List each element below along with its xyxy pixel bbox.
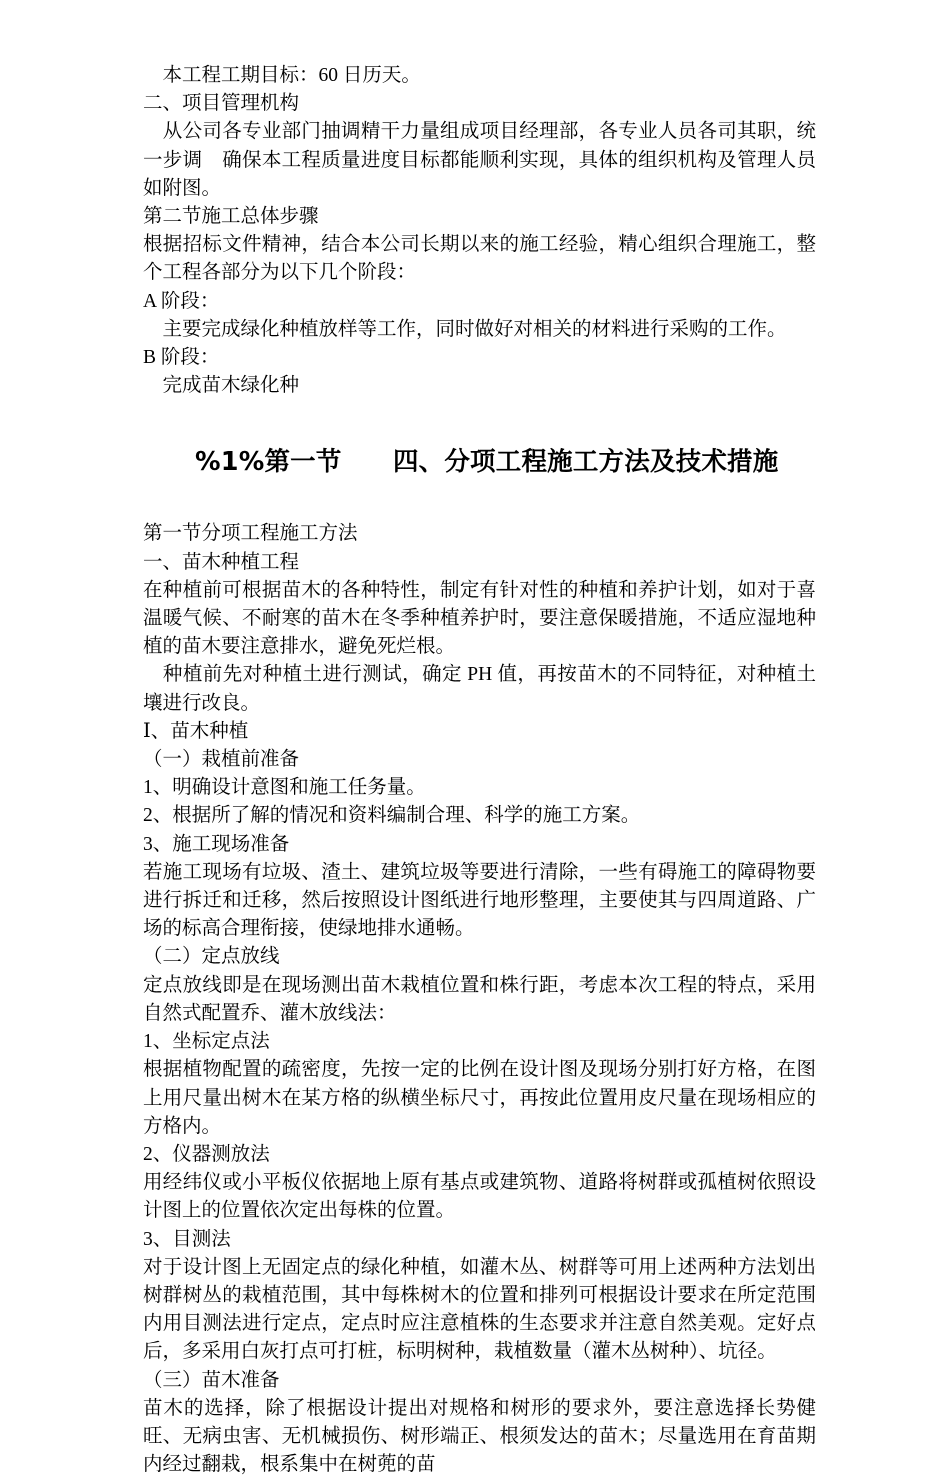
paragraph-soil-test: 种植前先对种植土进行测试，确定 PH 值，再按苗木的不同特征，对种植土壤进行改良。 [143,664,816,714]
text-stage-b: 完成苗木绿化种 [143,375,300,397]
paragraph-visual-method: 对于设计图上无固定点的绿化种植，如灌木丛、树群等可用上述两种方法划出树群树丛的栽植范围，其中每株树木的位置和排列可根据设计要求在所定范围内用目测法进行定点，定点时应注意植株的生态要求并注意自然美观。定好点后，多采用白灰打点可打桩，标明树种，栽植数量（灌木丛树种）、坑径。 [143,1256,816,1363]
section-title-2: 一、苗木种植工程 [143,551,300,573]
label-stage-a: A 阶段： [143,290,220,312]
item-instrument-method: 2、仪器测放法 [143,1143,270,1165]
line-section-project-management: 二、项目管理机构 [143,93,300,115]
paragraph-planting-intro: 在种植前可根据苗木的各种特性，制定有针对性的种植和养护计划，如对于喜温暖气候、不耐寒的苗木在冬季种植养护时，要注意保暖措施，不适应湿地种植的苗木要注意排水，避免死烂根。 [143,579,816,658]
section-title-1: 第一节分项工程施工方法 [143,523,358,545]
subsection-prep: （一）栽植前准备 [143,749,300,771]
paragraph-project-management: 从公司各专业部门抽调精干力量组成项目经理部，各专业人员各司其职，统一步调 确保本工程质量进度目标都能顺利实现，具体的组织机构及管理人员如附图。 [143,121,816,199]
page-title: %1%第一节 四、分项工程施工方法及技术措施 [195,447,779,478]
subsection-roman-1: Ⅰ、苗木种植 [143,720,249,742]
document-body [143,62,816,1479]
item-3: 3、施工现场准备 [143,833,290,855]
paragraph-seedling-prep: 苗木的选择，除了根据设计提出对规格和树形的要求外，要注意选择长势健旺、无病虫害、无机械损伤、树形端正、根须发达的苗木；尽量选用在育苗期内经过翻栽，根系集中在树蔸的苗 [143,1397,816,1476]
paragraph-overall-steps: 根据招标文件精神，结合本公司长期以来的施工经验，精心组织合理施工，整个工程各部分为以下几个阶段： [143,234,816,284]
paragraph-layout-intro: 定点放线即是在现场测出苗木栽植位置和株行距，考虑本次工程的特点，采用自然式配置乔、灌木放线法： [143,974,816,1024]
paragraph-instrument-method: 用经纬仪或小平板仪依据地上原有基点或建筑物、道路将树群或孤植树依照设计图上的位置依次定出每株的位置。 [143,1172,816,1222]
line-project-duration: 本工程工期目标：60 日历天。 [143,65,421,86]
subsection-layout: （二）定点放线 [143,946,280,968]
spacer-below-heading [143,478,816,520]
item-2: 2、根据所了解的情况和资料编制合理、科学的施工方案。 [143,805,641,827]
paragraph-coord-method: 根据植物配置的疏密度，先按一定的比例在设计图及现场分别打好方格，在图上用尺量出树木在某方格的纵横坐标尺寸，再按此位置用皮尺量在现场相应的方格内。 [143,1059,816,1137]
item-1: 1、明确设计意图和施工任务量。 [143,777,426,799]
item-visual-method: 3、目测法 [143,1228,231,1250]
line-section-two-title: 第二节施工总体步骤 [143,206,319,228]
subsection-seedling-prep: （三）苗木准备 [143,1369,280,1391]
text-stage-a: 主要完成绿化种植放样等工作，同时做好对相关的材料进行采购的工作。 [143,318,787,340]
spacer-above-heading [143,400,816,446]
item-coord-method: 1、坐标定点法 [143,1031,270,1053]
label-stage-b: B 阶段： [143,347,220,369]
paragraph-site-prep: 若施工现场有垃圾、渣土、建筑垃圾等要进行清除，一些有碍施工的障碍物要进行拆迁和迁移，然后按照设计图纸进行地形整理，主要使其与四周道路、广场的标高合理衔接，使绿地排水通畅。 [143,861,816,940]
